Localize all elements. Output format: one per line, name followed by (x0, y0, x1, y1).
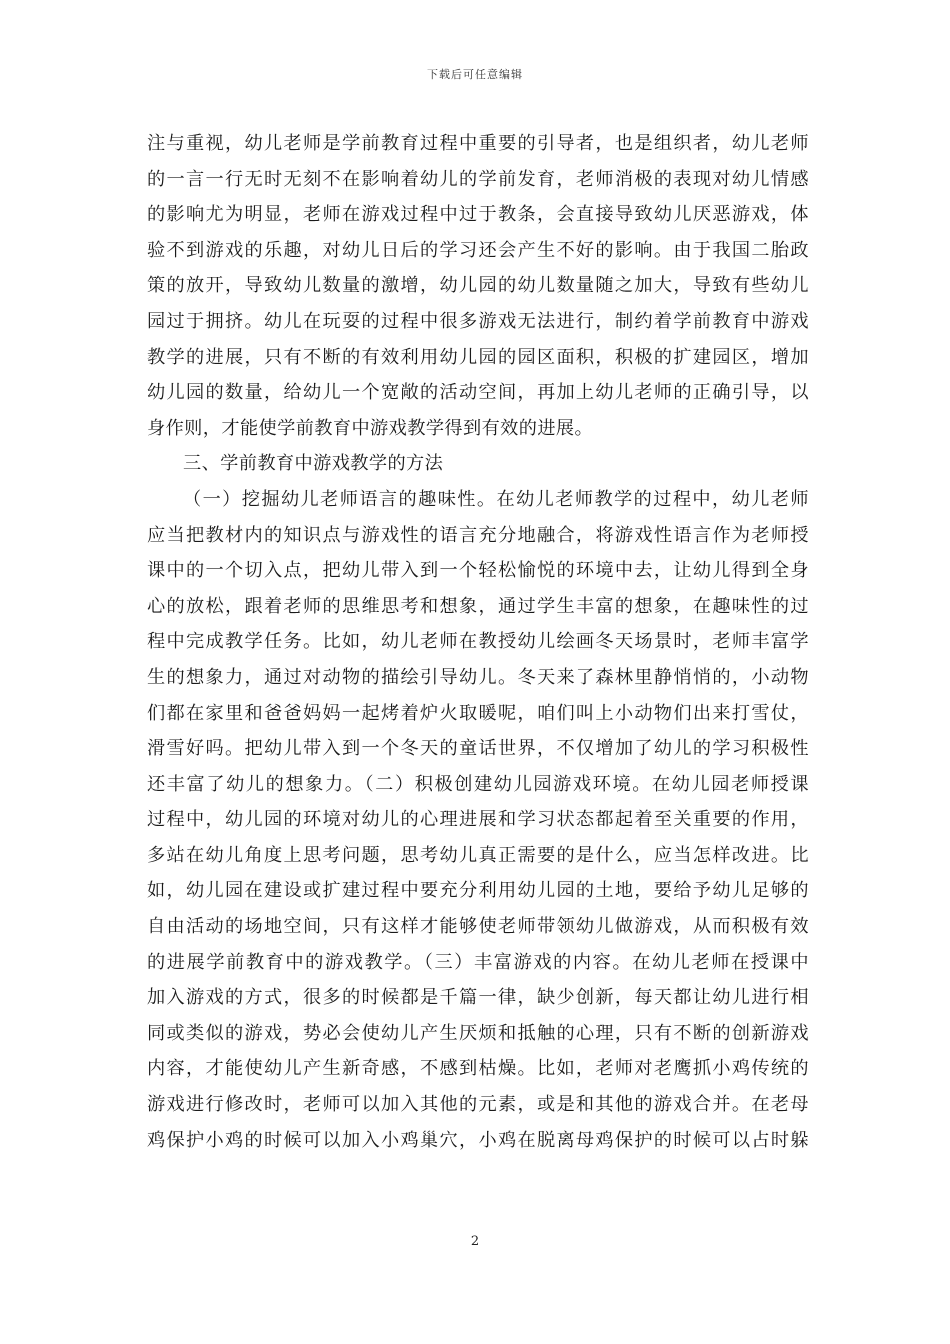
body-line: 心的放松，跟着老师的思维思考和想象，通过学生丰富的想象，在趣味性的过 (147, 595, 809, 617)
body-line: 教学的进展，只有不断的有效利用幼儿园的园区面积，积极的扩建园区，增加 (147, 346, 809, 368)
body-line: 应当把教材内的知识点与游戏性的语言充分地融合，将游戏性语言作为老师授 (147, 524, 809, 546)
body-line: 园过于拥挤。幼儿在玩耍的过程中很多游戏无法进行，制约着学前教育中游戏 (147, 310, 809, 332)
body-line: 多站在幼儿角度上思考问题，思考幼儿真正需要的是什么，应当怎样改进。比 (147, 844, 809, 866)
body-line: 身作则，才能使学前教育中游戏教学得到有效的进展。 (147, 417, 594, 439)
body-line: 滑雪好吗。把幼儿带入到一个冬天的童话世界，不仅增加了幼儿的学习积极性 (147, 738, 809, 760)
body-line: （一）挖掘幼儿老师语言的趣味性。在幼儿老师教学的过程中，幼儿老师 (183, 488, 809, 510)
body-line: 策的放开，导致幼儿数量的激增，幼儿园的幼儿数量随之加大，导致有些幼儿 (147, 275, 809, 297)
body-line: 的影响尤为明显，老师在游戏过程中过于教条，会直接导致幼儿厌恶游戏，体 (147, 204, 809, 226)
document-body (147, 126, 809, 1158)
page-header: 下载后可任意编辑 (427, 68, 523, 81)
body-line: 注与重视，幼儿老师是学前教育过程中重要的引导者，也是组织者，幼儿老师 (147, 133, 809, 154)
page-number: 2 (470, 1234, 480, 1249)
body-line: 游戏进行修改时，老师可以加入其他的元素，或是和其他的游戏合并。在老母 (147, 1094, 809, 1116)
body-line: 还丰富了幼儿的想象力。（二）积极创建幼儿园游戏环境。在幼儿园老师授课 (147, 773, 809, 795)
body-line: 内容，才能使幼儿产生新奇感，不感到枯燥。比如，老师对老鹰抓小鸡传统的 (147, 1058, 809, 1080)
body-line: 鸡保护小鸡的时候可以加入小鸡巢穴，小鸡在脱离母鸡保护的时候可以占时躲 (147, 1129, 809, 1151)
body-line: 自由活动的场地空间，只有这样才能够使老师带领幼儿做游戏，从而积极有效 (147, 916, 809, 938)
body-line: 幼儿园的数量，给幼儿一个宽敞的活动空间，再加上幼儿老师的正确引导，以 (147, 382, 809, 404)
body-line: 如，幼儿园在建设或扩建过程中要充分利用幼儿园的土地，要给予幼儿足够的 (147, 880, 809, 902)
body-line: 验不到游戏的乐趣，对幼儿日后的学习还会产生不好的影响。由于我国二胎政 (147, 239, 809, 261)
body-line: 的进展学前教育中的游戏教学。（三）丰富游戏的内容。在幼儿老师在授课中 (147, 951, 809, 973)
body-line: 课中的一个切入点，把幼儿带入到一个轻松愉悦的环境中去，让幼儿得到全身 (147, 560, 809, 582)
body-line: 的一言一行无时无刻不在影响着幼儿的学前发育，老师消极的表现对幼儿情感 (147, 168, 809, 190)
body-line: 们都在家里和爸爸妈妈一起烤着炉火取暖呢，咱们叫上小动物们出来打雪仗， (147, 702, 809, 724)
body-line: 同或类似的游戏，势必会使幼儿产生厌烦和抵触的心理，只有不断的创新游戏 (147, 1022, 809, 1044)
body-line: 加入游戏的方式，很多的时候都是千篇一律，缺少创新，每天都让幼儿进行相 (147, 987, 809, 1009)
body-line: 程中完成教学任务。比如，幼儿老师在教授幼儿绘画冬天场景时，老师丰富学 (147, 631, 809, 653)
body-line: 过程中，幼儿园的环境对幼儿的心理进展和学习状态都起着至关重要的作用， (147, 809, 809, 831)
body-line: 生的想象力，通过对动物的描绘引导幼儿。冬天来了森林里静悄悄的，小动物 (147, 666, 809, 688)
section-heading: 三、学前教育中游戏教学的方法 (183, 453, 444, 475)
